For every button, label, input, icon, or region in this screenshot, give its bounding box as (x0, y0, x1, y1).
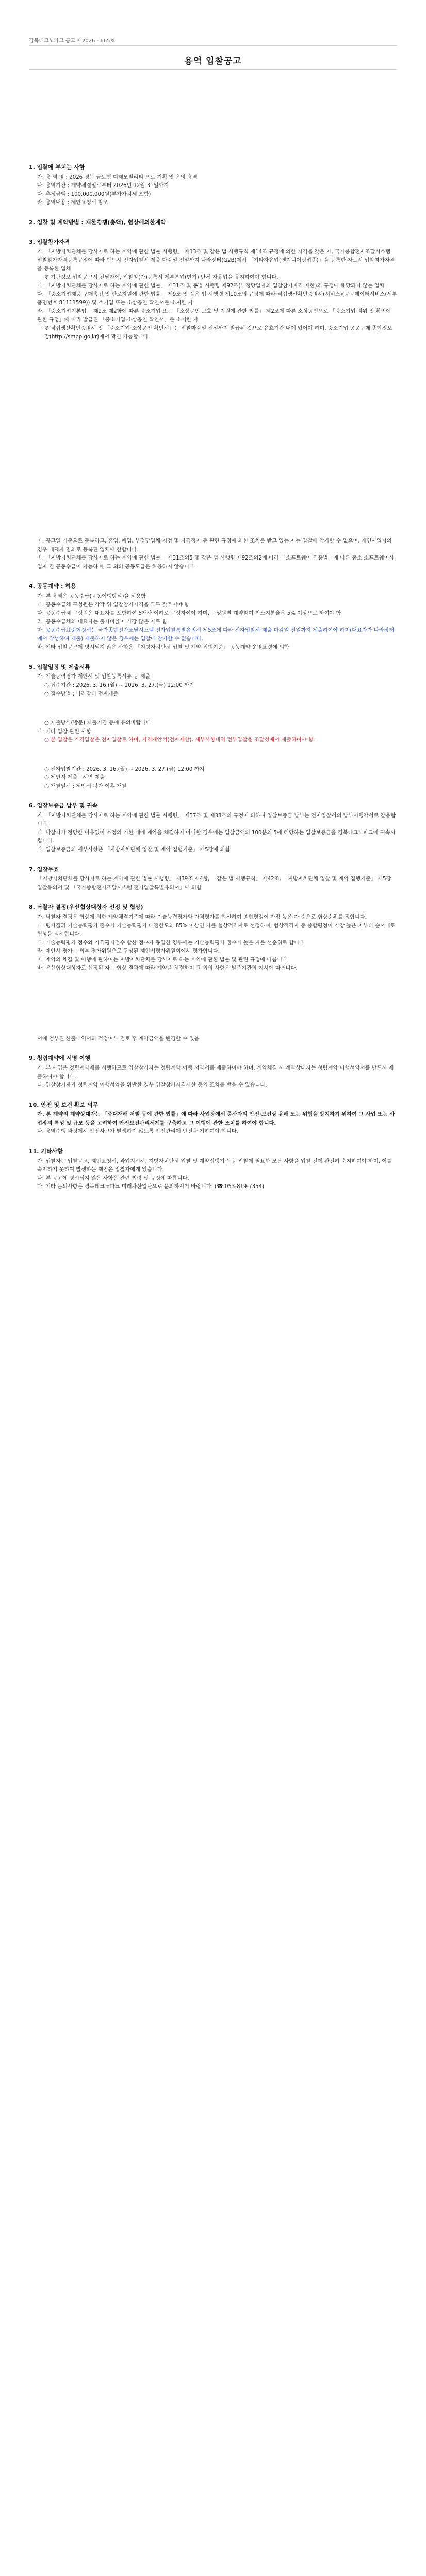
section-heading: 1. 입찰에 부치는 사항 (29, 164, 85, 171)
section-line: ○ 접수방법 : 나라장터 전자제출 (44, 691, 119, 697)
section-line: ※ 직접생산확인증명서 및 「중소기업·소상공인 확인서」는 입찰마감일 전일까지 발급된 것으로 유효기간 내에 있어야 하며, 중소기업 공공구매 종합정보망(http://smpp.go.kr)에서 확인 가능합니다. (44, 326, 392, 340)
notice-section (29, 865, 397, 893)
section-line: 나. 본 공고에 명시되지 않은 사항은 관련 법령 및 규정에 따릅니다. (37, 1175, 189, 1181)
section-line: 다. 「중소기업제품 구매촉진 및 판로지원에 관한 법률」 제9조 및 같은 법 시행령 제10조의 규정에 따라 직접생산확인증명서(서비스)(공공데이터서비스(세부품명번호 81111599)) 및 소기업 또는 소상공인 확인서를 소지한 자 (37, 292, 397, 306)
notice-section (29, 1100, 397, 1137)
section-heading: 5. 입찰일정 및 제출서류 (29, 663, 90, 670)
section-line: 가. 「지방자치단체를 당사자로 하는 계약에 관한 법률 시행령」 제37조 및 제38조의 규정에 의하여 입찰보증금 납부는 전자입찰서의 납부이행각서로 갈음합니다. (37, 812, 396, 827)
section-line: 나. 「지방자치단체를 당사자로 하는 계약에 관한 법률」 제31조 및 동법 시행령 제92조(부정당업자의 입찰참가자격 제한)의 규정에 해당되지 않는 업체 (37, 283, 385, 289)
section-line: 다. 기타 문의사항은 경북테크노파크 미래차산업단으로 문의하시기 바랍니다. (☎ 053-819-7354) (37, 1184, 265, 1190)
section-line: 가. 입찰자는 입찰공고, 제안요청서, 과업지시서, 지방자치단체 입찰 및 계약집행기준 등 입찰에 필요한 모든 사항을 입찰 전에 완전히 숙지하여야 하며, 이를 숙지하지 못하여 발생하는 책임은 입찰자에게 있습니다. (37, 1158, 392, 1173)
section-line: ○ 본 입찰은 가격입찰은 전자입찰로 하며, 가격제안서(전자제안), 세부사항내역 전부입찰을 조달청에서 제출하여야 함. (44, 737, 315, 743)
notice-section (29, 1035, 397, 1044)
section-line: 서에 첨부된 산출내역서의 적정여부 검토 후 계약금액을 변경할 수 있음 (37, 1036, 200, 1042)
section-line: 나. 입찰참가자가 청렴계약 이행서약을 위반한 경우 입찰참가자격제한 등의 조치를 받을 수 있습니다. (37, 1082, 267, 1089)
notice-section (29, 663, 397, 699)
section-line: 나. 용역수행 과정에서 안전사고가 발생하지 않도록 안전관리에 만전을 기하여야 합니다. (37, 1129, 238, 1135)
title-rule (29, 69, 397, 70)
section-line: ○ 전자입찰기간 : 2026. 3. 16.(월) ~ 2026. 3. 27.(금) 12:00 까지 (44, 766, 205, 772)
notice-section (29, 766, 397, 791)
notice-section (29, 801, 397, 854)
section-line: 바. 「지방자치단체를 당사자로 하는 계약에 관한 법률」 제31조의5 및 같은 법 시행령 제92조의2에 따라 「소프트웨어 진흥법」에 따른 중소 소프트웨어사업자 간 공동수급이 가능하며, 그 외의 공동도급은 허용하지 않습니다. (37, 555, 395, 570)
section-line: 「지방자치단체를 당사자로 하는 계약에 관한 법률 시행령」 제39조 제4항, 「같은 법 시행규칙」 제42조, 「지방자치단체 입찰 및 계약 집행기준」 제5장 입찰유의서 및 「국가종합전자조달시스템 전자입찰특별유의서」에 의함 (37, 876, 391, 891)
section-line: 나. 낙찰자가 정당한 이유없이 소정의 기한 내에 계약을 체결하지 아니할 경우에는 입찰금액의 100분의 5에 해당하는 입찰보증금을 경북테크노파크에 귀속시킵니다. (37, 829, 396, 844)
section-line: 가. 본 사업은 청렴계약제를 시행하므로 입찰참가자는 청렴계약 이행 서약서를 제출하여야 하며, 계약체결 시 계약상대자는 청렴계약 이행서약서를 반드시 제출하여야 합니다. (37, 1065, 394, 1080)
section-line: 나. 기타 입찰 관련 사항 (37, 728, 91, 735)
section-line: ○ 접수기간 : 2026. 3. 16.(월) ~ 2026. 3. 27.(금) 12:00 까지 (44, 682, 194, 688)
notice-section (29, 163, 397, 208)
section-line: 가. 본 계약의 계약상대자는 「중대재해 처벌 등에 관한 법률」에 따라 사업장에서 종사자의 안전·보건상 유해 또는 위험을 방지하기 위하여 그 사업 또는 사업장의 특성 및 규모 등을 고려하여 안전보건관리체계를 구축하고 그 이행에 관한 조치를 하여야 합니다. (37, 1112, 395, 1126)
section-line: 마. 공동수급표준협정서는 국가종합전자조달시스템 전자입찰특별유의서 제5조에 따라 전자입찰서 제출 마감일 전일까지 제출하여야 하며(대표자가 나라장터에서 작성하여 제출) 제출하지 않은 경우에는 입찰에 참가할 수 없습니다. (37, 628, 395, 642)
section-heading: 6. 입찰보증금 납부 및 귀속 (29, 802, 98, 809)
section-line: 라. 제안서 평가는 외부 평가위원으로 구성된 제안서평가위원회에서 평가합니다. (37, 948, 220, 955)
section-line: ○ 제출방식(방문) 제출기간 등에 유의바랍니다. (44, 720, 153, 726)
section-line: ○ 개찰일시 : 제안서 평가 이후 개찰 (44, 783, 127, 789)
section-line: 라. 용역내용 : 제안요청서 참조 (37, 200, 108, 206)
page-title: 용역 입찰공고 (184, 56, 242, 66)
section-line: 다. 입찰보증금의 세부사항은 「지방자치단체 입찰 및 계약 집행기준」 제5장에 의함 (37, 846, 231, 853)
section-line: 가. 본 용역은 공동수급(공동이행방식)을 허용함 (37, 594, 146, 600)
notice-section (29, 238, 397, 342)
section-line: 다. 공동수급체 구성원은 대표자를 포함하여 5개사 이하로 구성하여야 하며, 구성원별 계약참여 최소지분율은 5% 이상으로 하여야 함 (37, 611, 341, 617)
notice-section (29, 537, 397, 571)
section-line: 나. 용역기간 : 계약체결일로부터 2026년 12월 31일까지 (37, 183, 169, 189)
section-line: 마. 계약의 체결 및 이행에 관하여는 지방자치단체를 당사자로 하는 계약에 관한 법률 및 관련 규정에 따릅니다. (37, 957, 289, 963)
section-heading: 10. 안전 및 보건 확보 의무 (29, 1101, 99, 1108)
section-heading: 2. 입찰 및 계약방법 : 제한경쟁(총액), 협상에의한계약 (29, 218, 166, 226)
section-line: 가. 「지방자치단체를 당사자로 하는 계약에 관한 법률 시행령」 제13조 및 같은 법 시행규칙 제14조 규정에 의한 자격을 갖춘 자, 국가종합전자조달시스템 입찰참가자격등록규정에 따라 반드시 전자입찰서 제출 마감일 전일까지 나라장터(G2B)에서 「기타자유업(엔지니어링업종)」을 등록한 자로서 입찰참가자격을 등록한 업체 (37, 249, 395, 272)
notice-section (29, 1147, 397, 1192)
section-line: 가. 기술능력평가 제안서 및 입찰등록서류 등 제출 (37, 674, 151, 680)
header-rule (29, 45, 397, 46)
section-heading: 3. 입찰참가자격 (29, 238, 70, 245)
section-line: 가. 용 역 명 : 2026 경북 금보험 미래모빌리티 프로 기획 및 운영 용역 (37, 174, 198, 180)
section-line: 라. 「중소기업기본법」 제2조 제2항에 따른 중소기업 또는 「소상공인 보호 및 지원에 관한 법률」 제2조에 따른 소상공인으로 「중소기업 범위 및 확인에 관한 규정」에 따라 발급된 「중소기업·소상공인 확인서」를 소지한 자 (37, 309, 391, 323)
notice-section (29, 1054, 397, 1090)
notice-body (29, 163, 397, 1202)
section-heading: 11. 기타사항 (29, 1148, 63, 1155)
section-line: ○ 제안서 제출 : 서면 제출 (44, 775, 105, 781)
section-heading: 8. 낙찰자 결정(우선협상대상자 선정 및 협상) (29, 904, 143, 911)
section-line: 마. 공고일 기준으로 등록하고, 휴업, 폐업, 부정당업체 지정 및 자격정지 등 관련 규정에 의한 조치를 받고 있는 자는 입찰에 참가할 수 없으며, 개인사업자의 경우 대표자 명의로 등록된 업체에 한합니다. (37, 538, 392, 553)
section-line: 라. 공동수급체의 대표자는 출자비율이 가장 많은 자로 함 (37, 619, 168, 625)
section-line: 바. 기타 입찰공고에 명시되지 않은 사항은 「지방자치단체 입찰 및 계약 집행기준」 공동계약 운영요령에 의함 (37, 645, 289, 651)
section-heading: 9. 청렴계약에 서명 이행 (29, 1055, 90, 1062)
notice-section (29, 903, 397, 973)
notice-section (29, 218, 397, 227)
section-line: 나. 평가결과 기술능력평가 점수가 기술능력평가 배점한도의 85% 이상인 자를 협상적격자로 선정하며, 협상적격자 중 종합평점이 가장 높은 자부터 순서대로 협상을 실시합니다. (37, 923, 396, 938)
section-line: 다. 기술능력평가 점수와 가격평가점수 합산 점수가 동일한 경우에는 기술능력평가 점수가 높은 자를 선순위로 합니다. (37, 940, 306, 946)
section-line: 바. 우선협상대상자로 선정된 자는 협상 결과에 따라 계약을 체결하며 그 외의 사항은 발주기관의 지시에 따릅니다. (37, 965, 298, 972)
section-line: 나. 공동수급체 구성원은 각각 위 입찰참가자격을 모두 갖추어야 함 (37, 602, 189, 608)
section-line: ※ 기관정보 입찰공고서 전달자에, 입찰참(자)등록서 제부분업(반기) 단체 자유업을 유지하여야 합니다. (44, 275, 278, 281)
notice-section (29, 719, 397, 745)
notice-section (29, 582, 397, 652)
section-line: 다. 추정금액 : 100,000,000원(부가가치세 포함) (37, 191, 151, 197)
section-heading: 4. 공동계약 : 허용 (29, 583, 76, 590)
section-line: 가. 낙찰자 결정은 협상에 의한 계약체결기준에 따라 기술능력평가와 가격평가를 합산하여 종합평점이 가장 높은 자 순으로 협상순위를 정합니다. (37, 914, 367, 921)
section-heading: 7. 입찰무효 (29, 866, 59, 873)
notice-reference: 경북테크노파크 공고 제2026 - 665호 (29, 38, 116, 44)
